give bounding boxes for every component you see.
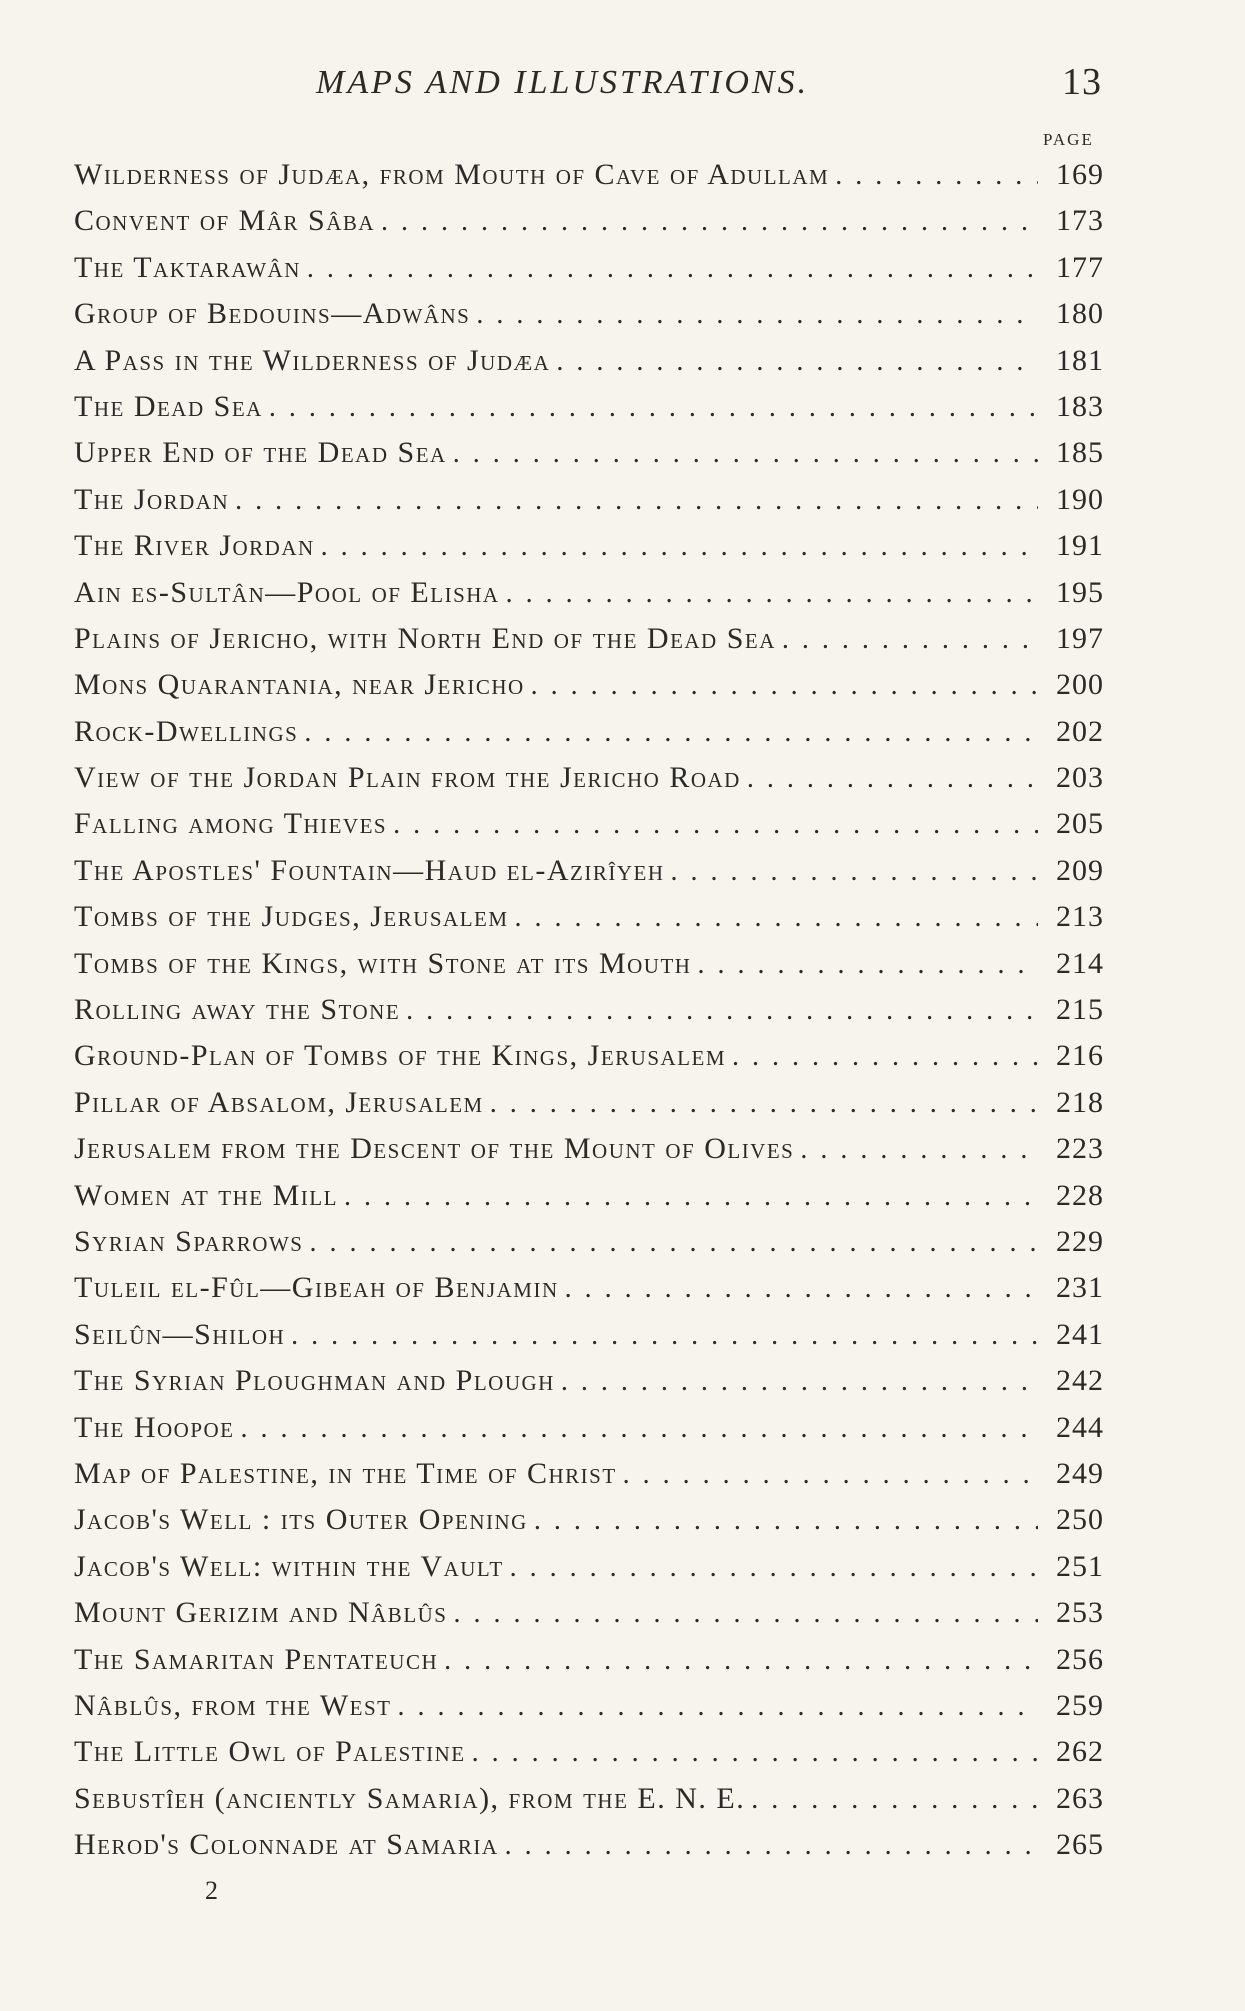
dot-leader xyxy=(309,1220,1038,1266)
entry-page-number: 242 xyxy=(1056,1364,1104,1398)
list-item xyxy=(74,198,1104,244)
list-item xyxy=(74,1451,1104,1497)
list-item xyxy=(74,384,1104,430)
entry-title: A Pass in the Wilderness of Judæa xyxy=(74,343,551,377)
entry-title: The Little Owl of Palestine xyxy=(74,1735,466,1769)
entry-title: Upper End of the Dead Sea xyxy=(74,436,447,470)
list-item xyxy=(74,1729,1104,1775)
list-item xyxy=(74,709,1104,755)
entry-page-number: 213 xyxy=(1056,900,1104,934)
dot-leader xyxy=(444,1638,1038,1684)
list-item xyxy=(74,1590,1104,1636)
list-item xyxy=(74,291,1104,337)
list-item xyxy=(74,523,1104,569)
dot-leader xyxy=(505,1823,1038,1869)
dot-leader xyxy=(381,199,1038,245)
entry-title: Tuleil el-Fûl—Gibeah of Benjamin xyxy=(74,1271,559,1305)
dot-leader xyxy=(344,1174,1038,1220)
dot-leader xyxy=(623,1452,1038,1498)
entry-page-number: 216 xyxy=(1056,1039,1104,1073)
entry-title: Plains of Jericho, with North End of the Dead Sea xyxy=(74,621,776,655)
list-item xyxy=(74,1544,1104,1590)
dot-leader xyxy=(510,1545,1038,1591)
illustrations-list xyxy=(74,152,1104,1868)
entry-page-number: 265 xyxy=(1056,1828,1104,1862)
list-item xyxy=(74,338,1104,384)
entry-page-number: 209 xyxy=(1056,853,1104,887)
entry-title: The Samaritan Pentateuch xyxy=(74,1642,439,1676)
entry-page-number: 183 xyxy=(1056,389,1104,423)
list-item xyxy=(74,662,1104,708)
dot-leader xyxy=(291,1313,1038,1359)
entry-title: Herod's Colonnade at Samaria xyxy=(74,1828,499,1862)
dot-leader xyxy=(561,1359,1038,1405)
entry-page-number: 191 xyxy=(1056,529,1104,563)
entry-page-number: 256 xyxy=(1056,1642,1104,1676)
list-item xyxy=(74,1126,1104,1172)
entry-page-number: 244 xyxy=(1056,1410,1104,1444)
entry-title: Falling among Thieves xyxy=(74,807,388,841)
list-item xyxy=(74,477,1104,523)
list-item xyxy=(74,1497,1104,1543)
list-item xyxy=(74,848,1104,894)
entry-page-number: 228 xyxy=(1056,1178,1104,1212)
list-item xyxy=(74,1776,1104,1822)
dot-leader xyxy=(406,988,1038,1034)
entry-page-number: 177 xyxy=(1056,250,1104,284)
entry-page-number: 250 xyxy=(1056,1503,1104,1537)
list-item xyxy=(74,152,1104,198)
dot-leader xyxy=(472,1730,1038,1776)
list-item xyxy=(74,941,1104,987)
entry-title: Nâblûs, from the West xyxy=(74,1688,392,1722)
entry-title: The Taktarawân xyxy=(74,250,301,284)
dot-leader xyxy=(269,385,1038,431)
list-item xyxy=(74,245,1104,291)
entry-title: Syrian Sparrows xyxy=(74,1224,304,1258)
list-item xyxy=(74,801,1104,847)
entry-title: Rolling away the Stone xyxy=(74,993,401,1027)
page-column-heading: PAGE xyxy=(1043,130,1094,149)
dot-leader xyxy=(782,617,1038,663)
list-item xyxy=(74,1358,1104,1404)
entry-title: Convent of Mâr Sâba xyxy=(74,204,376,238)
entry-page-number: 200 xyxy=(1056,668,1104,702)
entry-page-number: 231 xyxy=(1056,1271,1104,1305)
entry-page-number: 262 xyxy=(1056,1735,1104,1769)
entry-title: Mount Gerizim and Nâblûs xyxy=(74,1596,448,1630)
list-item xyxy=(74,1080,1104,1126)
entry-page-number: 180 xyxy=(1056,297,1104,331)
entry-title: Ain es-Sultân—Pool of Elisha xyxy=(74,575,500,609)
dot-leader xyxy=(393,802,1038,848)
page-number: 13 xyxy=(1062,61,1102,103)
dot-leader xyxy=(490,1081,1038,1127)
entry-title: Tombs of the Judges, Jerusalem xyxy=(74,900,509,934)
entry-page-number: 229 xyxy=(1056,1224,1104,1258)
list-item xyxy=(74,894,1104,940)
list-item xyxy=(74,1173,1104,1219)
entry-title: Jerusalem from the Descent of the Mount of Olives xyxy=(74,1132,795,1166)
dot-leader xyxy=(732,1034,1038,1080)
dot-leader xyxy=(476,292,1038,338)
entry-page-number: 214 xyxy=(1056,946,1104,980)
dot-leader xyxy=(697,942,1038,988)
signature-mark: 2 xyxy=(205,1876,218,1905)
list-item xyxy=(74,987,1104,1033)
entry-title: Women at the Mill xyxy=(74,1178,338,1212)
list-item xyxy=(74,1265,1104,1311)
dot-leader xyxy=(534,1498,1038,1544)
entry-title: The Hoopoe xyxy=(74,1410,235,1444)
entry-title: Sebustîeh (anciently Samaria), from the E. N. E. xyxy=(74,1781,746,1815)
entry-page-number: 173 xyxy=(1056,204,1104,238)
dot-leader xyxy=(235,478,1038,524)
entry-page-number: 195 xyxy=(1056,575,1104,609)
dot-leader xyxy=(751,1777,1038,1823)
dot-leader xyxy=(565,1266,1038,1312)
entry-title: View of the Jordan Plain from the Jericho Road xyxy=(74,761,741,795)
list-item xyxy=(74,755,1104,801)
list-item xyxy=(74,570,1104,616)
running-title: MAPS AND ILLUSTRATIONS. xyxy=(316,64,810,101)
entry-page-number: 197 xyxy=(1056,621,1104,655)
entry-title: The Jordan xyxy=(74,482,230,516)
list-item xyxy=(74,1683,1104,1729)
list-item xyxy=(74,1219,1104,1265)
entry-page-number: 223 xyxy=(1056,1132,1104,1166)
entry-page-number: 205 xyxy=(1056,807,1104,841)
entry-page-number: 215 xyxy=(1056,993,1104,1027)
dot-leader xyxy=(454,1591,1039,1637)
entry-title: The Syrian Ploughman and Plough xyxy=(74,1364,555,1398)
entry-title: Pillar of Absalom, Jerusalem xyxy=(74,1085,484,1119)
dot-leader xyxy=(241,1406,1039,1452)
dot-leader xyxy=(531,663,1038,709)
entry-title: Ground-Plan of Tombs of the Kings, Jerusalem xyxy=(74,1039,727,1073)
entry-page-number: 251 xyxy=(1056,1549,1104,1583)
list-item xyxy=(74,1312,1104,1358)
entry-title: Jacob's Well: within the Vault xyxy=(74,1549,504,1583)
entry-title: The Apostles' Fountain—Haud el-Azirîyeh xyxy=(74,853,665,887)
entry-title: The River Jordan xyxy=(74,529,315,563)
entry-page-number: 181 xyxy=(1056,343,1104,377)
dot-leader xyxy=(321,524,1038,570)
dot-leader xyxy=(747,756,1038,802)
list-item xyxy=(74,430,1104,476)
entry-page-number: 259 xyxy=(1056,1688,1104,1722)
entry-title: Jacob's Well : its Outer Opening xyxy=(74,1503,528,1537)
list-item xyxy=(74,616,1104,662)
entry-page-number: 249 xyxy=(1056,1456,1104,1490)
entry-page-number: 263 xyxy=(1056,1781,1104,1815)
list-item xyxy=(74,1033,1104,1079)
entry-page-number: 203 xyxy=(1056,761,1104,795)
entry-page-number: 253 xyxy=(1056,1596,1104,1630)
entry-title: Group of Bedouins—Adwâns xyxy=(74,297,471,331)
entry-title: The Dead Sea xyxy=(74,389,263,423)
entry-title: Tombs of the Kings, with Stone at its Mouth xyxy=(74,946,692,980)
dot-leader xyxy=(397,1684,1038,1730)
dot-leader xyxy=(515,895,1038,941)
dot-leader xyxy=(453,431,1038,477)
dot-leader xyxy=(671,849,1038,895)
entry-title: Rock-Dwellings xyxy=(74,714,299,748)
entry-page-number: 190 xyxy=(1056,482,1104,516)
list-item xyxy=(74,1637,1104,1683)
list-item xyxy=(74,1822,1104,1868)
entry-page-number: 185 xyxy=(1056,436,1104,470)
entry-page-number: 169 xyxy=(1056,158,1104,191)
dot-leader xyxy=(556,339,1038,385)
list-item xyxy=(74,1405,1104,1451)
entry-title: Seilûn—Shiloh xyxy=(74,1317,286,1351)
dot-leader xyxy=(304,710,1038,756)
entry-title: Wilderness of Judæa, from Mouth of Cave of Adullam xyxy=(74,158,830,191)
entry-title: Mons Quarantania, near Jericho xyxy=(74,668,525,702)
entry-page-number: 202 xyxy=(1056,714,1104,748)
entry-page-number: 218 xyxy=(1056,1085,1104,1119)
entry-title: Map of Palestine, in the Time of Christ xyxy=(74,1456,617,1490)
dot-leader xyxy=(506,571,1038,617)
dot-leader xyxy=(307,246,1038,292)
dot-leader xyxy=(800,1127,1038,1173)
entry-page-number: 241 xyxy=(1056,1317,1104,1351)
dot-leader xyxy=(835,153,1038,199)
